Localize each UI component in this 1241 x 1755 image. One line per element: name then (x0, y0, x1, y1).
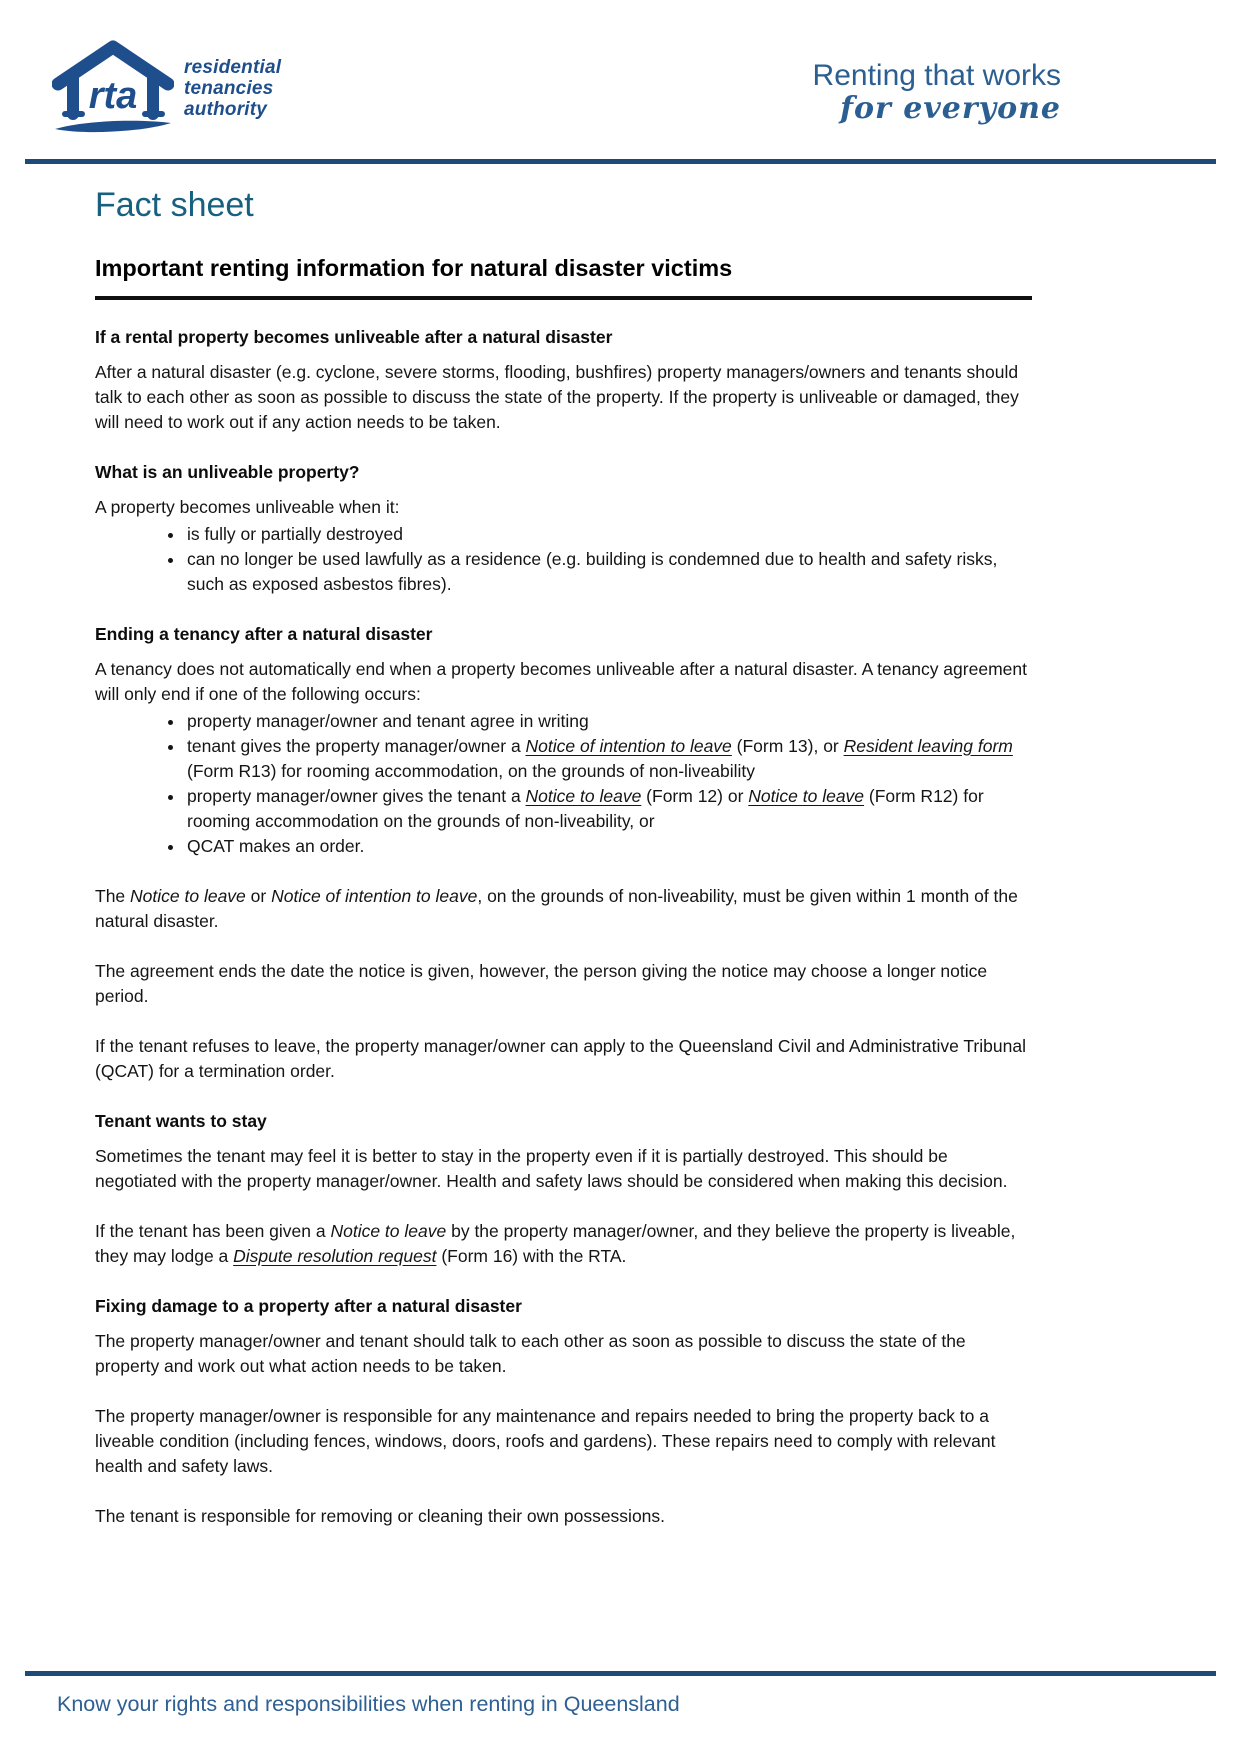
title-divider (95, 296, 1032, 300)
paragraph (95, 884, 1032, 934)
text-run: (Form 16) with the RTA. (436, 1246, 627, 1266)
bullet-list (95, 522, 1032, 597)
bullet-item (185, 834, 1032, 859)
logo-word-tenancies: tenancies (184, 77, 274, 99)
text-run: (Form 13), or (731, 736, 844, 756)
brand-tagline (813, 60, 1061, 126)
section-heading: Fixing damage to a property after a natural disaster (95, 1296, 522, 1316)
text-run: (Form R13) for rooming accommodation, on the grounds of non-liveability (187, 761, 756, 781)
paragraph (95, 1144, 1032, 1194)
paragraph (95, 1219, 1032, 1269)
text-run: can no longer be used lawfully as a residence (e.g. building is condemned due to health and safety risks, such as exposed asbestos fibres). (187, 549, 998, 594)
text-run: property manager/owner and tenant agree in writing (187, 711, 589, 731)
text-run: A property becomes unliveable when it: (95, 497, 400, 517)
bullet-list (95, 709, 1032, 859)
bullet-item (185, 734, 1032, 784)
text-run: property manager/owner gives the tenant a (187, 786, 526, 806)
bullet-item (185, 522, 1032, 547)
paragraph (95, 1329, 1032, 1379)
footer-slogan: Know your rights and responsibilities when renting in Queensland (57, 1692, 680, 1716)
fact-sheet-kicker: Fact sheet (95, 186, 254, 224)
paragraph (95, 1404, 1032, 1479)
bullet-item (185, 547, 1032, 597)
document-section (95, 462, 1032, 597)
text-run: is fully or partially destroyed (187, 524, 403, 544)
paragraph (95, 1504, 1032, 1529)
section-heading: Tenant wants to stay (95, 1111, 267, 1131)
document-body (95, 178, 1032, 1554)
text-run: If the tenant has been given a (95, 1221, 331, 1241)
section-heading: What is an unliveable property? (95, 462, 360, 482)
form-link[interactable]: Dispute resolution request (233, 1246, 437, 1266)
tagline-line2: for everyone (840, 91, 1061, 126)
text-run: by the property manager/owner, and they believe the property is liveable, they may lodge a (95, 1221, 1016, 1266)
tagline-line1: Renting that works (812, 59, 1061, 92)
form-link[interactable]: Notice to leave (748, 786, 865, 806)
text-run: or (245, 886, 272, 906)
paragraph (95, 360, 1032, 435)
rta-logo-abbr: rta (88, 75, 138, 117)
bullet-item (185, 709, 1032, 734)
text-run: QCAT makes an order. (187, 836, 365, 856)
text-run: (Form 12) or (641, 786, 749, 806)
paragraph (95, 657, 1032, 707)
text-run: After a natural disaster (e.g. cyclone, severe storms, flooding, bushfires) property managers/owners and tenants should talk to each other as soon as possible to discuss the state of the property. If the property is unliveable or damaged, they will need to work out if any action needs to be taken. (95, 362, 1019, 432)
page-title: Important renting information for natural disaster victims (95, 255, 733, 281)
form-link[interactable]: Notice of intention to leave (525, 736, 732, 756)
paragraph (95, 959, 1032, 1009)
section-heading: If a rental property becomes unliveable after a natural disaster (95, 327, 613, 347)
italic-term: Notice to leave (130, 886, 246, 906)
rta-logo-wordmark (184, 57, 281, 120)
rta-logo (52, 38, 281, 138)
text-run: , on the grounds of non-liveability, must be given within 1 month of the natural disaster. (95, 886, 1018, 931)
text-run: The (95, 886, 131, 906)
text-run: The agreement ends the date the notice is given, however, the person giving the notice may choose a longer notice period. (95, 961, 988, 1006)
footer-divider (25, 1671, 1216, 1676)
document-section (95, 624, 1032, 1084)
page-header (0, 0, 1241, 160)
header-divider (25, 159, 1216, 164)
text-run: A tenancy does not automatically end when a property becomes unliveable after a natural disaster. A tenancy agreement will only end if one of the following occurs: (95, 659, 1027, 704)
form-link[interactable]: Resident leaving form (843, 736, 1013, 756)
bullet-item (185, 784, 1032, 834)
paragraph (95, 495, 1032, 520)
document-section (95, 1296, 1032, 1529)
text-run: If the tenant refuses to leave, the property manager/owner can apply to the Queensland Civil and Administrative Tribunal (QCAT) for a termination order. (95, 1036, 1026, 1081)
text-run: (Form R12) for rooming accommodation on the grounds of non-liveability, or (187, 786, 984, 831)
text-run: tenant gives the property manager/owner a (187, 736, 526, 756)
sections-container (95, 327, 1032, 1529)
italic-term: Notice to leave (330, 1221, 447, 1241)
text-run: The property manager/owner and tenant should talk to each other as soon as possible to discuss the state of the property and work out what action needs to be taken. (95, 1331, 966, 1376)
logo-word-authority: authority (184, 98, 268, 120)
italic-term: Notice of intention to leave (271, 886, 478, 906)
section-heading: Ending a tenancy after a natural disaster (95, 624, 433, 644)
rta-house-icon (52, 38, 174, 138)
form-link[interactable]: Notice to leave (525, 786, 642, 806)
logo-word-residential: residential (184, 56, 282, 78)
text-run: Sometimes the tenant may feel it is better to stay in the property even if it is partially destroyed. This should be negotiated with the property manager/owner. Health and safety laws should be considered when making this decision. (95, 1146, 1008, 1191)
document-section (95, 1111, 1032, 1269)
text-run: The property manager/owner is responsible for any maintenance and repairs needed to bring the property back to a liveable condition (including fences, windows, doors, roofs and gardens). These repairs need to comply with relevant health and safety laws. (95, 1406, 996, 1476)
paragraph (95, 1034, 1032, 1084)
document-section (95, 327, 1032, 435)
text-run: The tenant is responsible for removing or cleaning their own possessions. (95, 1506, 666, 1526)
